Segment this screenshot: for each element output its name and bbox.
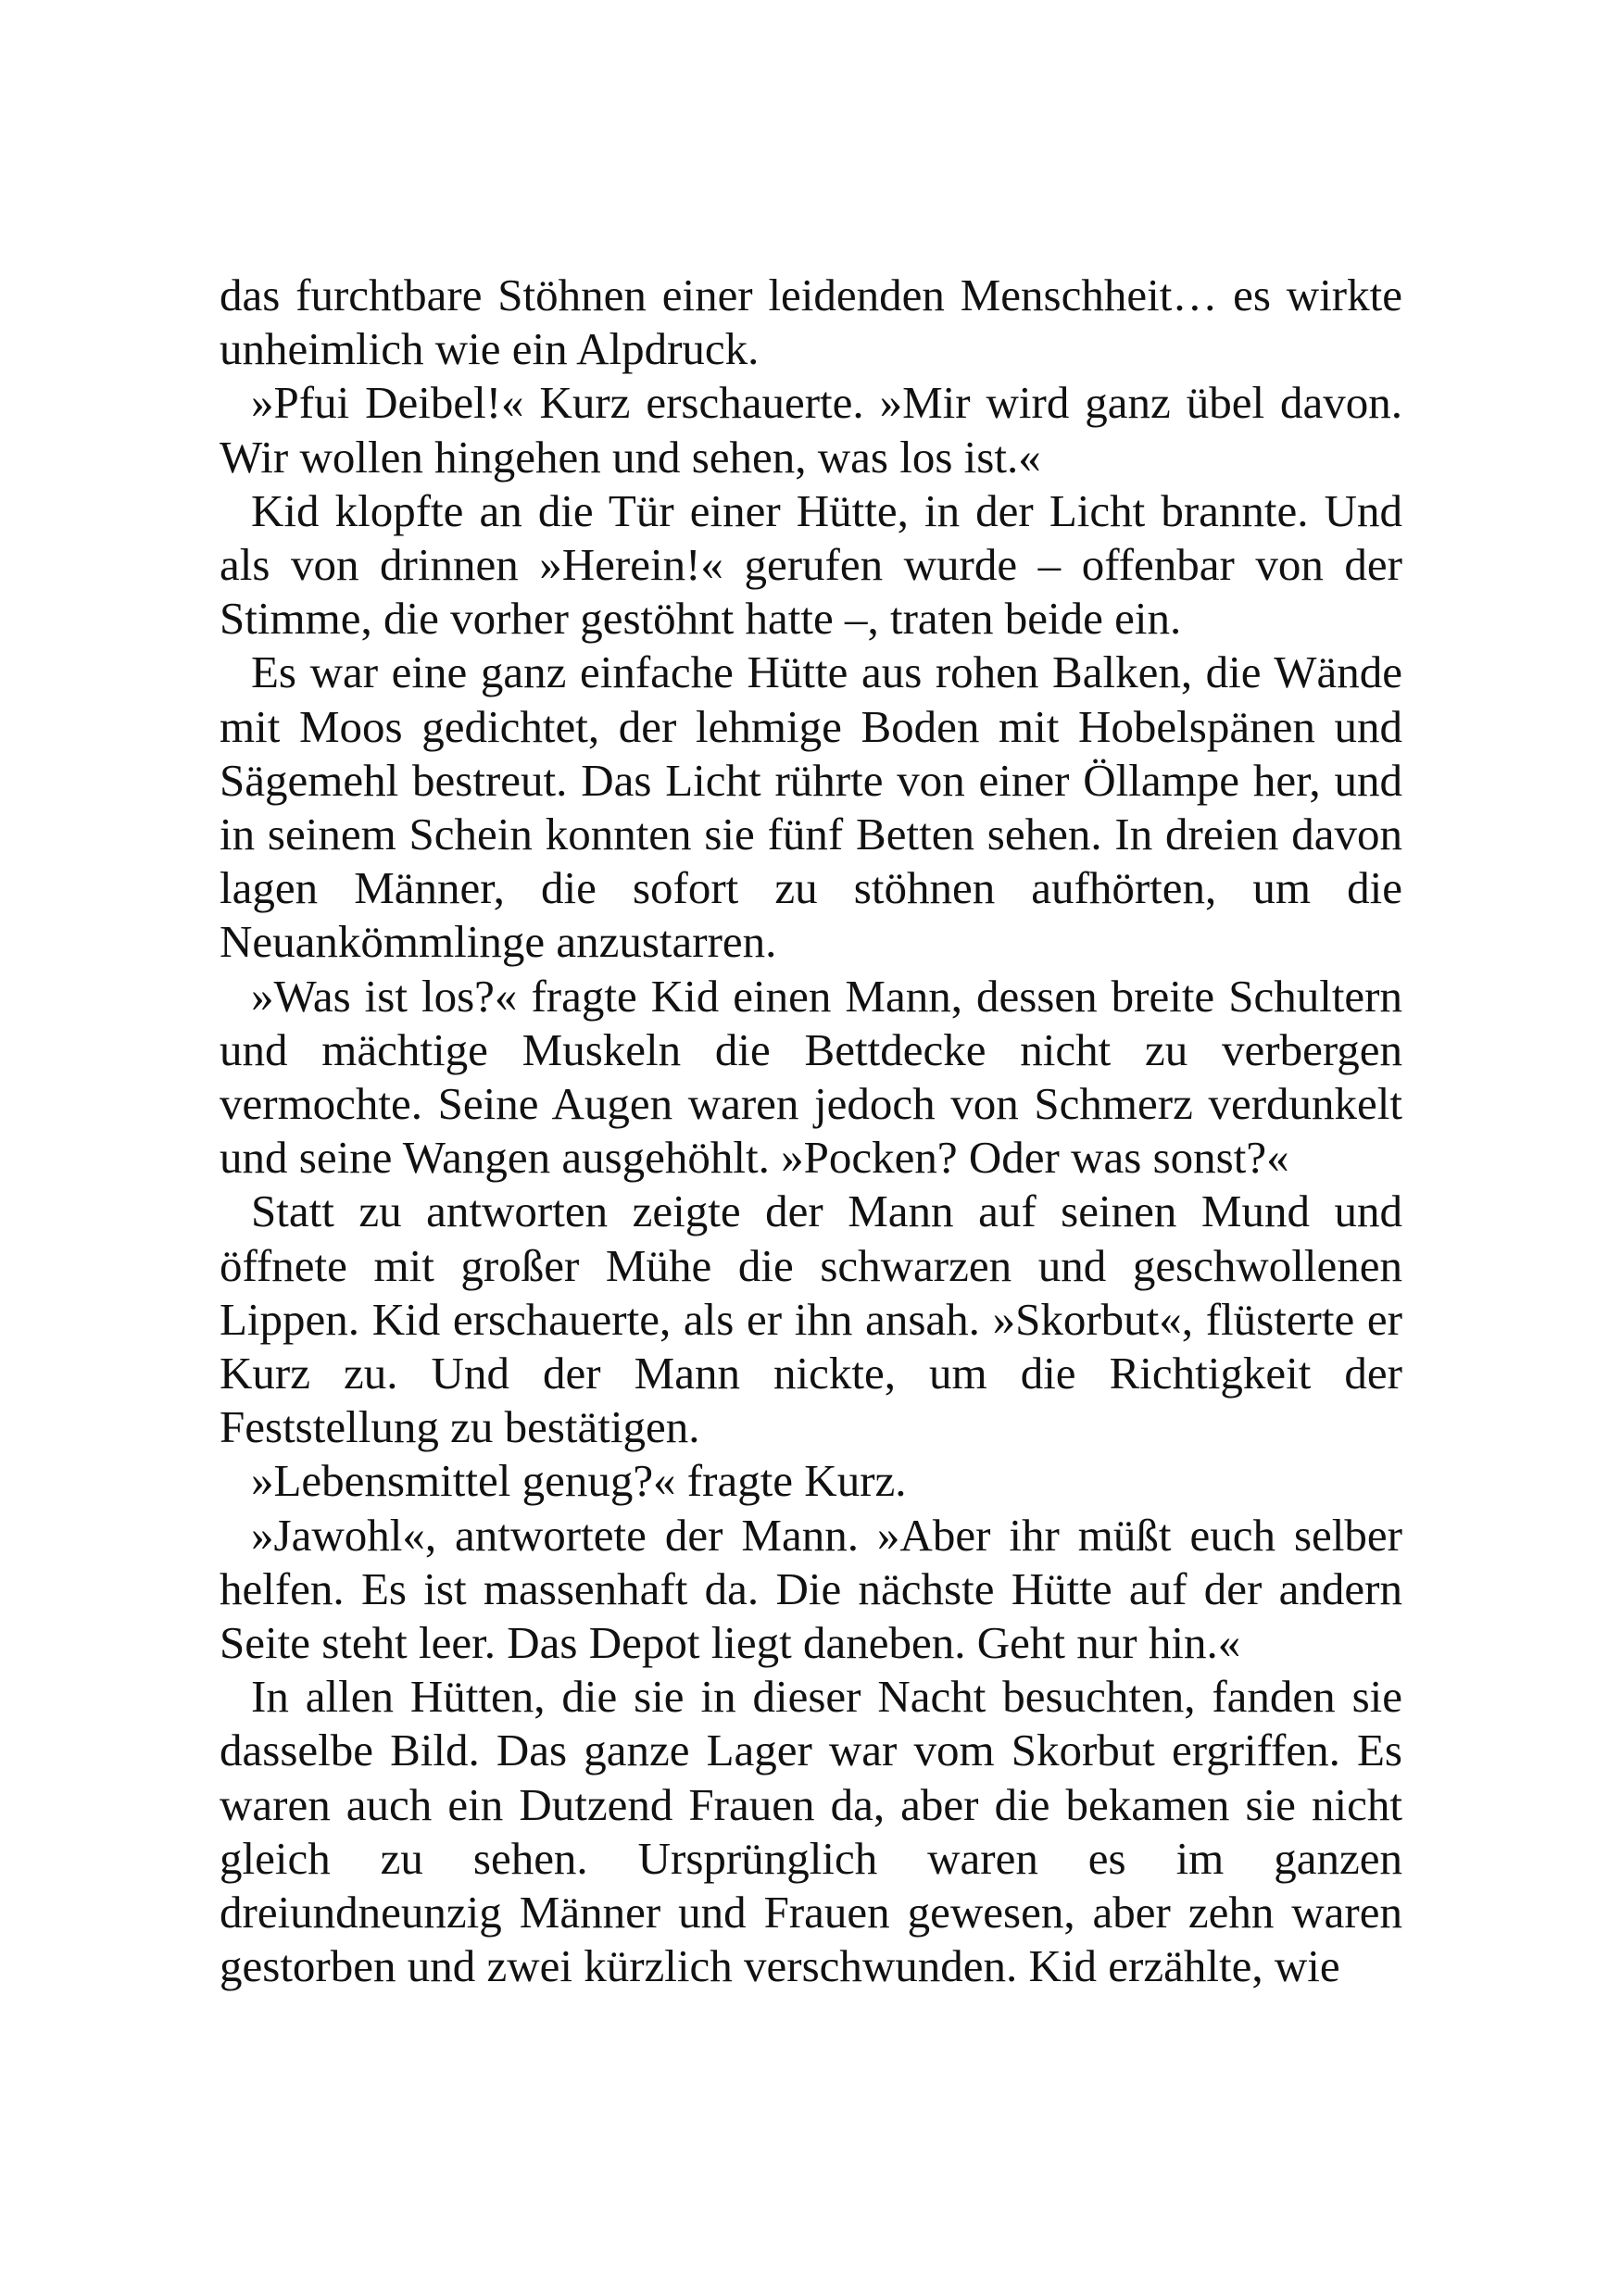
paragraph-7: »Lebensmittel genug?« fragte Kurz. <box>251 1455 907 1507</box>
paragraph-8: »Jawohl«, antwortete der Mann. »Aber ihr müßt euch selber helfen. Es ist massenhaft da. Die nächste Hütte auf der andern Seite steht leer. Das Depot liegt daneben. Geht nur hin.« <box>220 1509 1402 1669</box>
paragraph-1: das furchtbare Stöhnen einer leidenden Menschheit… es wirkte unheimlich wie ein Alpdruck. <box>220 270 1402 375</box>
paragraph-9: In allen Hütten, die sie in dieser Nacht besuchten, fanden sie dasselbe Bild. Das ganze Lager war vom Skorbut ergriffen. Es waren auch ein Dutzend Frauen da, aber die bekamen sie nicht gleich zu sehen. Ursprünglich waren es im ganzen dreiundneunzig Männer und Frauen gewesen, aber zehn waren gestorben und zwei kürzlich verschwunden. Kid erzählte, wie <box>220 1671 1402 1992</box>
paragraph-5: »Was ist los?« fragte Kid einen Mann, dessen breite Schultern und mächtige Muskeln die Bettdecke nicht zu verbergen vermochte. Seine Augen waren jedoch von Schmerz verdunkelt und seine Wangen ausgehöhlt. »Pocken? Oder was sonst?« <box>220 970 1402 1184</box>
page-text <box>220 269 1402 1994</box>
paragraph-6: Statt zu antworten zeigte der Mann auf seinen Mund und öffnete mit großer Mühe die schwarzen und geschwollenen Lippen. Kid erschauerte, als er ihn ansah. »Skorbut«, flüsterte er Kurz zu. Und der Mann nickte, um die Richtigkeit der Feststellung zu bestätigen. <box>220 1186 1402 1453</box>
paragraph-2: »Pfui Deibel!« Kurz erschauerte. »Mir wird ganz übel davon. Wir wollen hingehen und sehen, was los ist.« <box>220 377 1402 483</box>
paragraph-4: Es war eine ganz einfache Hütte aus rohen Balken, die Wände mit Moos gedichtet, der lehmige Boden mit Hobelspänen und Sägemehl bestreut. Das Licht rührte von einer Öllampe her, und in seinem Schein konnten sie fünf Betten sehen. In dreien davon lagen Männer, die sofort zu stöhnen aufhörten, um die Neuankömmlinge anzustarren. <box>220 646 1402 968</box>
paragraph-3: Kid klopfte an die Tür einer Hütte, in der Licht brannte. Und als von drinnen »Herein!« gerufen wurde – offenbar von der Stimme, die vorher gestöhnt hatte –, traten beide ein. <box>220 484 1402 645</box>
